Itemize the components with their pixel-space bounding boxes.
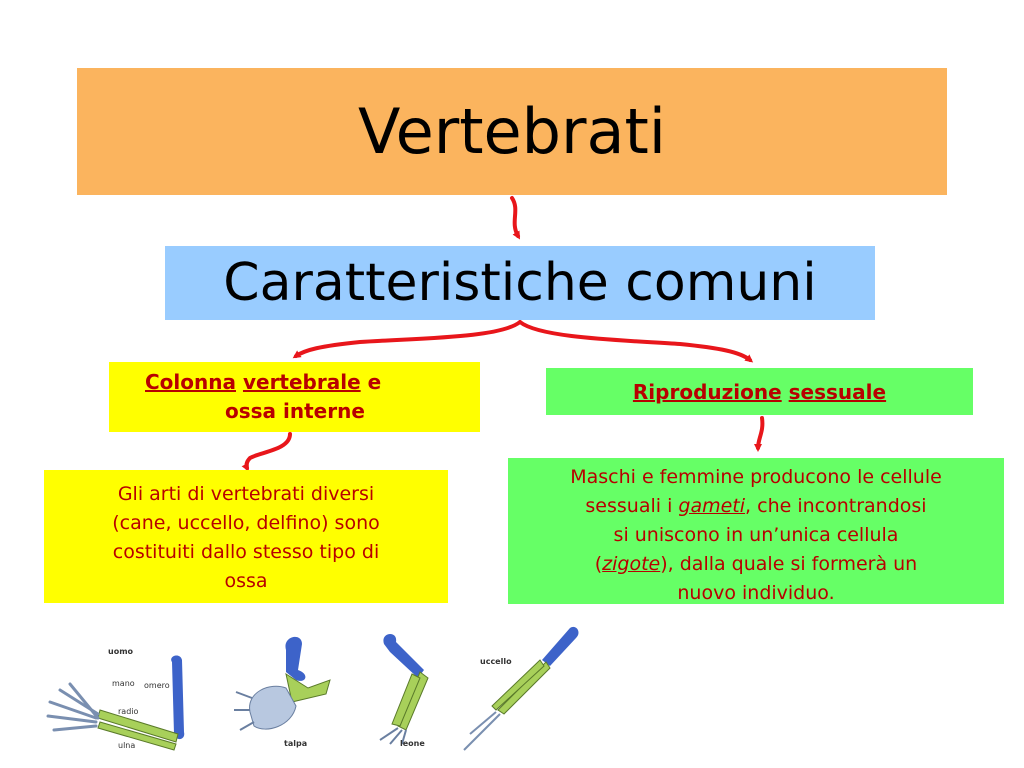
reproduction-box [546, 368, 973, 415]
common-features-title: Caratteristiche comuni [223, 253, 817, 313]
gametes-line-1: Maschi e femmine producono le cellule [570, 466, 942, 488]
limbs-line-4: ossa [224, 570, 268, 592]
gametes-line-4 [514, 550, 998, 579]
arrow-common-to-repro [520, 322, 750, 360]
page-title: Vertebrati [357, 95, 667, 168]
title-box [77, 68, 947, 195]
spine-line-2: ossa interne [225, 399, 365, 423]
bird-wing-skeleton-icon [464, 627, 578, 750]
label-humerus: omero [144, 681, 170, 690]
gametes-term: gameti [678, 495, 746, 517]
label-lion: leone [400, 739, 425, 748]
spine-line-1 [145, 368, 470, 397]
limbs-text-box [44, 470, 448, 603]
reproduction-word-2: sessuale [788, 379, 887, 404]
spine-word-colonna: Colonna [145, 370, 236, 394]
label-radius: radio [118, 707, 139, 716]
reproduction-label [633, 380, 886, 404]
spine-word-vertebrale: vertebrale [242, 370, 361, 394]
gametes-line-4-post: ), dalla quale si formerà un [660, 553, 918, 575]
label-bird: uccello [480, 657, 512, 666]
arrow-title-to-common [512, 198, 518, 236]
limbs-line-1: Gli arti di vertebrati diversi [117, 483, 375, 505]
label-mole: talpa [284, 739, 308, 748]
spine-word-e: e [367, 370, 382, 394]
limb-skeletons-figure [40, 622, 600, 762]
gametes-line-2-post: , che incontrandosi [745, 495, 927, 517]
arrow-spine-to-limbs [246, 434, 290, 468]
mole-arm-skeleton-icon [234, 637, 330, 748]
limbs-line-3: costituiti dallo stesso tipo di [112, 541, 380, 563]
gametes-text-box [508, 458, 1004, 604]
reproduction-word-1: Riproduzione [632, 379, 782, 404]
gametes-line-2 [514, 492, 998, 521]
lion-leg-skeleton-icon [380, 634, 428, 748]
gametes-line-5: nuovo individuo. [677, 582, 835, 604]
spine-box [109, 362, 480, 432]
arrow-common-to-spine [296, 322, 520, 356]
human-arm-skeleton-icon [48, 647, 184, 750]
gametes-line-4-pre: ( [594, 553, 603, 575]
gametes-line-3: si uniscono in un’unica cellula [613, 524, 899, 546]
zygote-term: zigote [602, 553, 661, 575]
label-hand: mano [112, 679, 135, 688]
label-ulna: ulna [118, 741, 136, 750]
arrow-repro-to-gametes [758, 418, 762, 448]
label-human: uomo [108, 647, 134, 656]
common-features-box [165, 246, 875, 320]
gametes-line-2-pre: sessuali i [585, 495, 679, 517]
limbs-line-2: (cane, uccello, delfino) sono [112, 512, 380, 534]
